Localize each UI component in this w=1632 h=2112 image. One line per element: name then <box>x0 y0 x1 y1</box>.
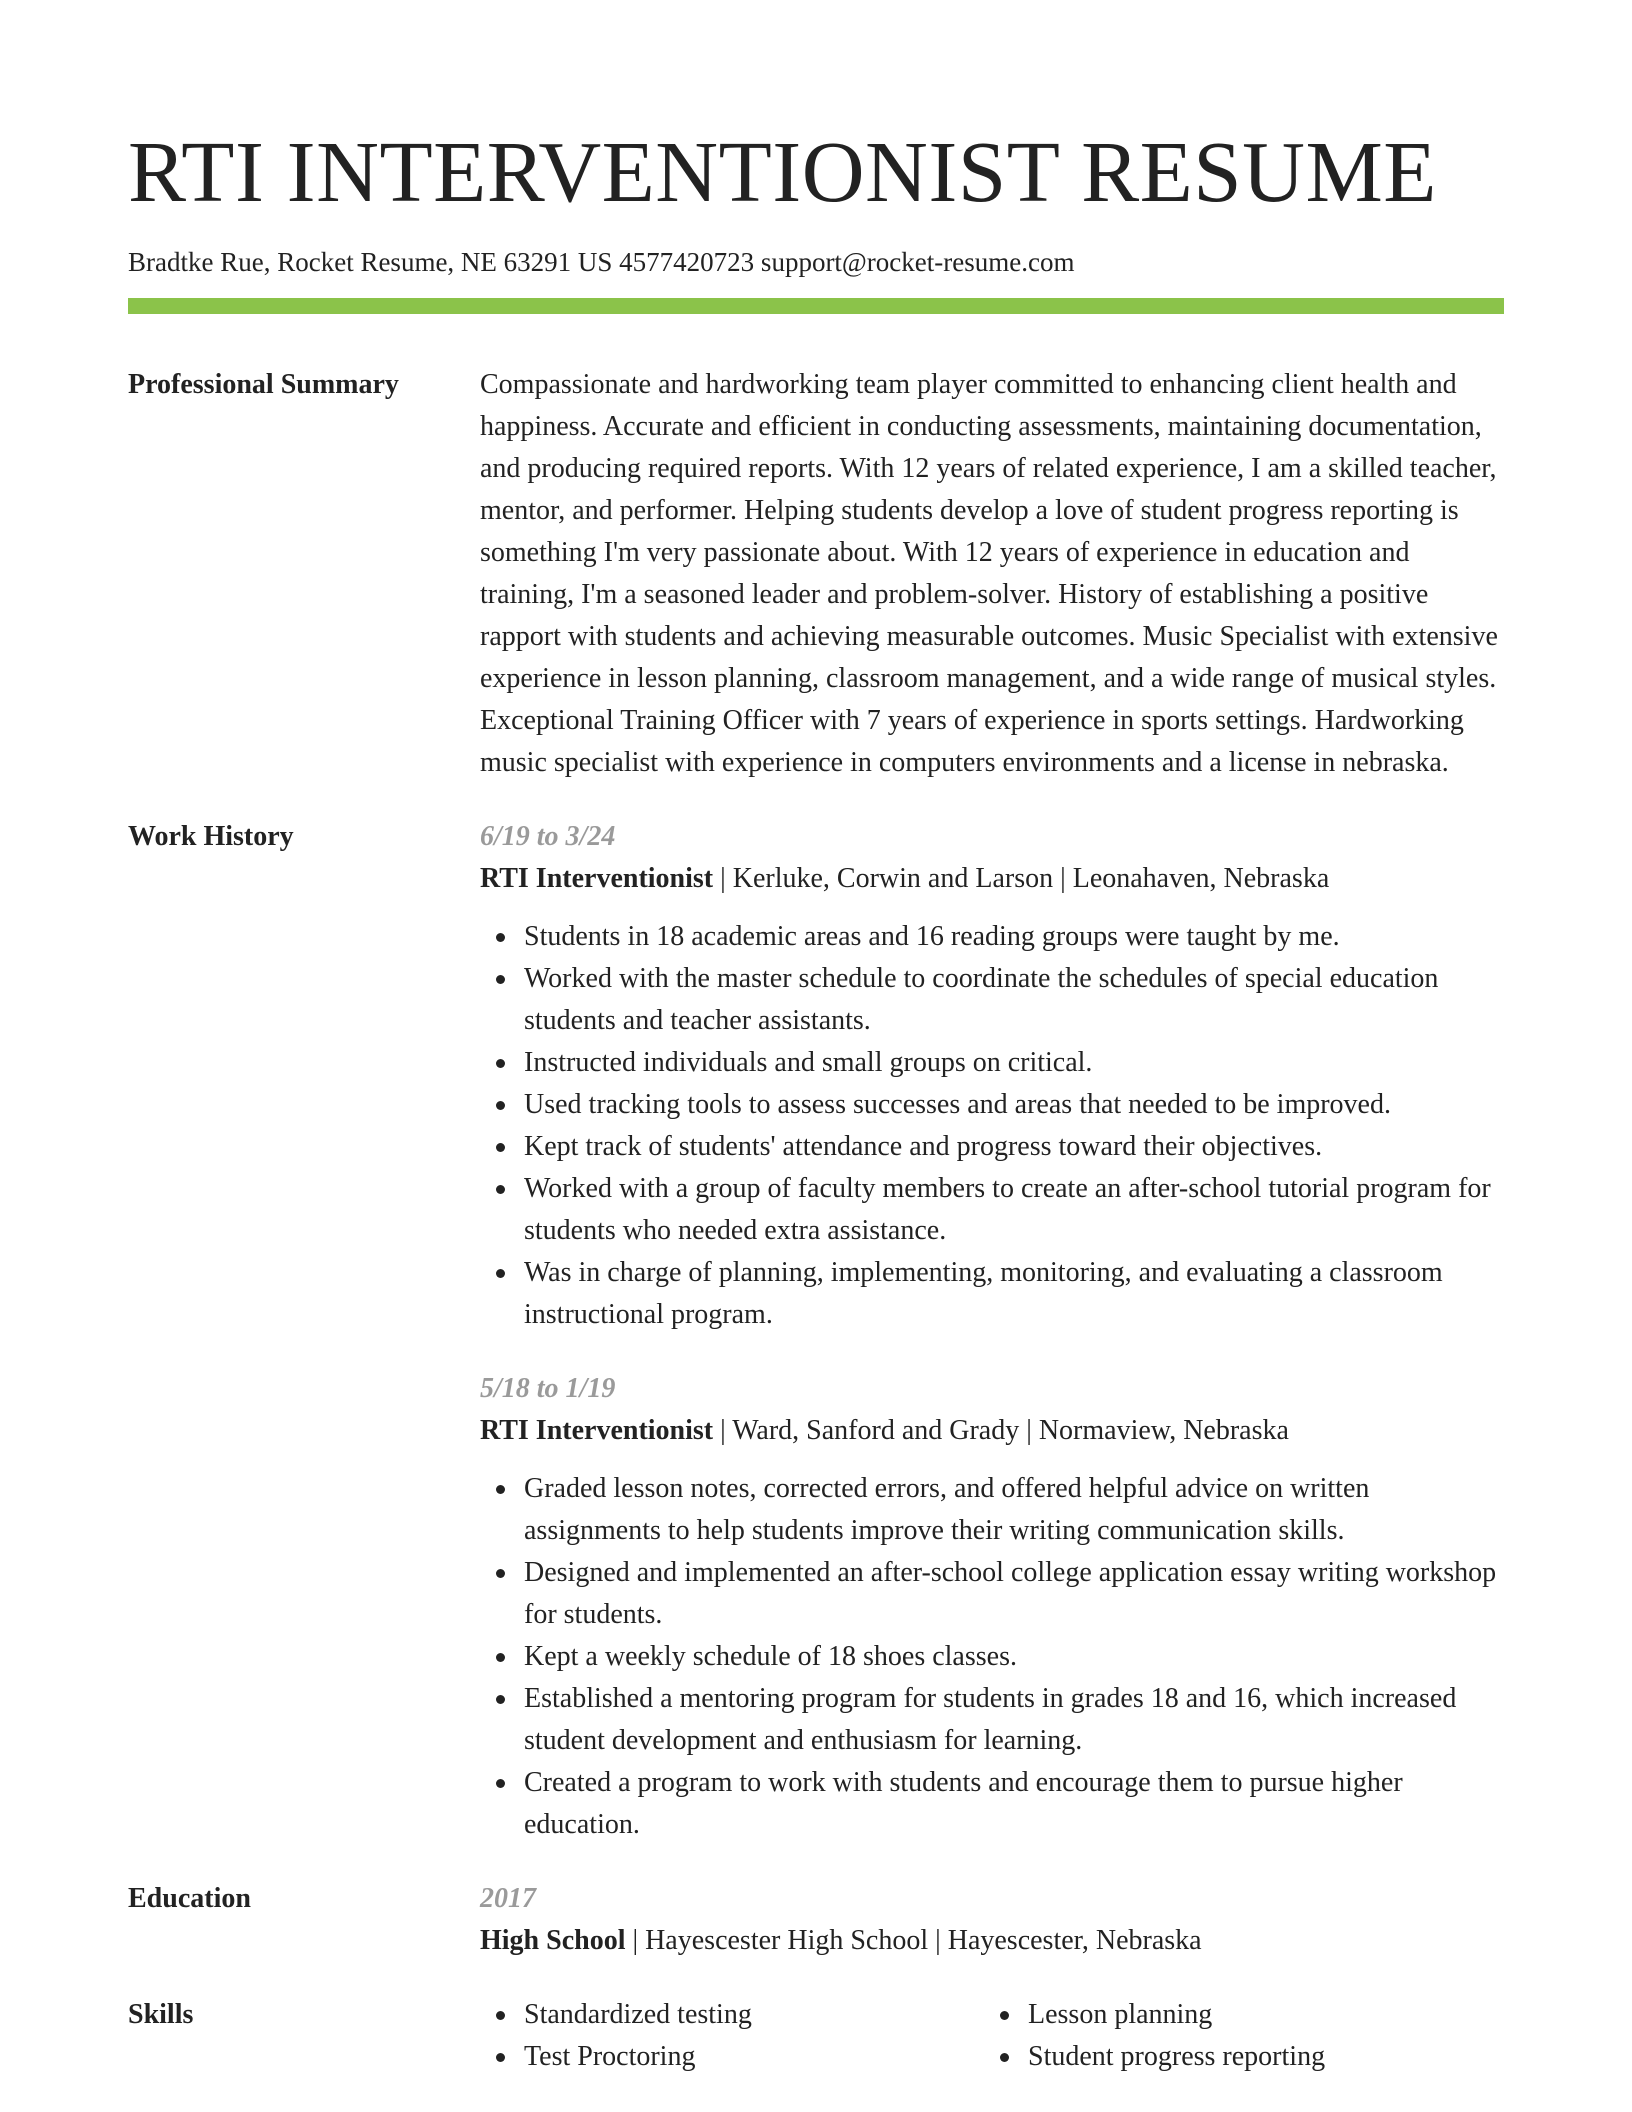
job-bullets <box>480 1468 1504 1846</box>
list-item: Created a program to work with students and encourage them to pursue higher education. <box>480 1762 1504 1846</box>
job-heading <box>480 1410 1504 1452</box>
skills-section <box>128 1994 1504 2078</box>
list-item: Students in 18 academic areas and 16 reading groups were taught by me. <box>480 916 1504 958</box>
list-item: Worked with the master schedule to coordinate the schedules of special education students and teacher assistants. <box>480 958 1504 1042</box>
education-degree: High School <box>480 1925 626 1956</box>
skills-list-left <box>480 1994 984 2078</box>
job-title: RTI Interventionist <box>480 863 714 894</box>
section-label-skills: Skills <box>128 1999 194 2030</box>
list-item: Kept a weekly schedule of 18 shoes classes. <box>480 1636 1504 1678</box>
skill-item: Test Proctoring <box>480 2036 984 2078</box>
job-dates: 6/19 to 3/24 <box>480 821 616 852</box>
list-item: Designed and implemented an after-school college application essay writing workshop for students. <box>480 1552 1504 1636</box>
resume-title: RTI INTERVENTIONIST RESUME <box>128 123 1437 220</box>
job-title: RTI Interventionist <box>480 1415 714 1446</box>
skills-list-right <box>984 1994 1488 2078</box>
list-item: Was in charge of planning, implementing, monitoring, and evaluating a classroom instructional program. <box>480 1252 1504 1336</box>
list-item: Worked with a group of faculty members to create an after-school tutorial program for students who needed extra assistance. <box>480 1168 1504 1252</box>
list-item: Kept track of students' attendance and progress toward their objectives. <box>480 1126 1504 1168</box>
education-heading <box>480 1920 1504 1962</box>
job-entry <box>480 816 1504 1336</box>
skill-item: Standardized testing <box>480 1994 984 2036</box>
job-bullets <box>480 916 1504 1336</box>
job-dates: 5/18 to 1/19 <box>480 1373 616 1404</box>
summary-section <box>128 364 1504 784</box>
job-details: | Ward, Sanford and Grady | Normaview, Nebraska <box>713 1415 1289 1446</box>
section-label-education: Education <box>128 1883 251 1914</box>
job-heading <box>480 858 1504 900</box>
education-section <box>128 1878 1504 1962</box>
list-item: Instructed individuals and small groups on critical. <box>480 1042 1504 1084</box>
work-history-section <box>128 816 1504 1846</box>
skill-item: Student progress reporting <box>984 2036 1488 2078</box>
skill-item: Lesson planning <box>984 1994 1488 2036</box>
job-details: | Kerluke, Corwin and Larson | Leonahaven, Nebraska <box>713 863 1330 894</box>
section-label-work: Work History <box>128 821 294 852</box>
summary-text: Compassionate and hardworking team player committed to enhancing client health and happiness. Accurate and efficient in conducting assessments, maintaining documentation, and producing required reports. With 12 years of related experience, I am a skilled teacher, mentor, and performer. Helping students develop a love of student progress reporting is something I'm very passionate about. With 12 years of experience in education and training, I'm a seasoned leader and problem-solver. History of establishing a positive rapport with students and achieving measurable outcomes. Music Specialist with extensive experience in lesson planning, classroom management, and a wide range of musical styles. Exceptional Training Officer with 7 years of experience in sports settings. Hardworking music specialist with experience in computers environments and a license in nebraska. <box>480 369 1498 778</box>
list-item: Graded lesson notes, corrected errors, and offered helpful advice on written assignments to help students improve their writing communication skills. <box>480 1468 1504 1552</box>
education-details: | Hayescester High School | Hayescester, Nebraska <box>625 1925 1202 1956</box>
accent-divider <box>128 298 1504 314</box>
list-item: Used tracking tools to assess successes and areas that needed to be improved. <box>480 1084 1504 1126</box>
contact-info: Bradtke Rue, Rocket Resume, NE 63291 US 4577420723 support@rocket-resume.com <box>128 247 1075 277</box>
list-item: Established a mentoring program for students in grades 18 and 16, which increased student development and enthusiasm for learning. <box>480 1678 1504 1762</box>
job-entry <box>480 1368 1504 1846</box>
section-label-summary: Professional Summary <box>128 369 399 400</box>
education-year: 2017 <box>480 1883 536 1914</box>
